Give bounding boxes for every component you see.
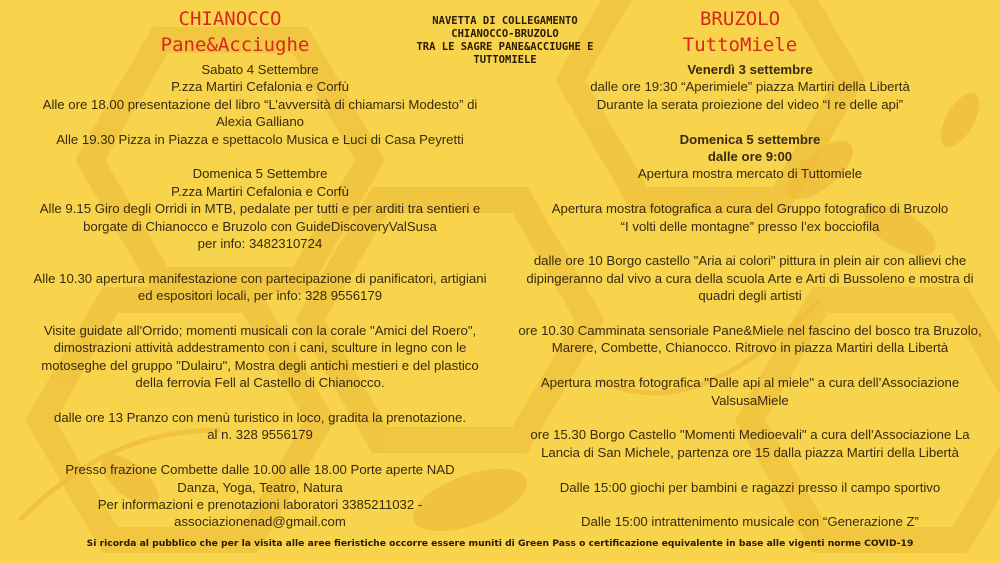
right-program-line: ore 15.30 Borgo Castello "Momenti Medioevali" a cura dell'Associazione La	[530, 427, 970, 443]
right-program-line: Apertura mostra mercato di Tuttomiele	[637, 166, 863, 182]
left-program-line: associazionenad@gmail.com	[174, 514, 346, 530]
right-program-line: “I volti delle montagne” presso l’ex bocciofila	[620, 218, 880, 234]
left-program-line: motoseghe del gruppo "Dulairu", Mostra degli antichi mestieri e del plastico	[41, 357, 479, 373]
right-program-line	[500, 409, 1000, 426]
right-program-line: Dalle 15:00 giochi per bambini e ragazzi presso il campo sportivo	[559, 479, 941, 495]
right-program-line: Dalle 15:00 intrattenimento musicale con “Generazione Z”	[581, 514, 919, 530]
right-program-line: dalle ore 10 Borgo castello "Aria ai colori" pittura in plein air con allievi che	[533, 253, 967, 269]
left-program-line: Domenica 5 Settembre	[192, 166, 328, 182]
covid-notice: Si ricorda al pubblico che per la visita alle aree fieristiche occorre essere muniti di Green Pass o certificazione equivalente in base alle vigenti norme COVID-19	[86, 538, 914, 549]
left-program-line: Per informazioni e prenotazioni laboratori 3385211032 -	[97, 497, 423, 513]
right-program-line: dalle ore 19:30 “Aperimiele” piazza Martiri della Libertà	[590, 79, 910, 95]
chianocco-program	[0, 61, 520, 531]
right-program-line: ValsusaMiele	[711, 392, 789, 408]
right-program-line: quadri degli artisti	[698, 288, 802, 304]
left-program-line: Presso frazione Combette dalle 10.00 alle 18.00 Porte aperte NAD	[65, 462, 455, 478]
left-program-line	[0, 392, 520, 409]
right-program-line	[500, 496, 1000, 513]
left-title: CHIANOCCO	[178, 8, 282, 30]
left-program-line: Visite guidate all'Orrido; momenti musicali con la corale "Amici del Roero",	[43, 323, 477, 339]
right-program-line	[500, 183, 1000, 200]
left-program-line: Alle 10.30 apertura manifestazione con partecipazione di panificatori, artigiani	[33, 270, 487, 286]
left-program-line	[0, 444, 520, 461]
bruzolo-program	[500, 61, 1000, 531]
left-program-line: P.zza Martiri Cefalonia e Corfù	[171, 79, 349, 95]
left-program-line: per info: 3482310724	[197, 236, 323, 252]
left-program-line: P.zza Martiri Cefalonia e Corfù	[171, 183, 349, 199]
right-program-line: Lancia di San Michele, partenza ore 15 dalla piazza Martiri della Libertà	[541, 444, 959, 460]
right-program-line: ore 10.30 Camminata sensoriale Pane&Miele nel fascino del bosco tra Bruzolo,	[518, 323, 982, 339]
shuttle-line-1: NAVETTA DI COLLEGAMENTO	[432, 15, 578, 27]
left-program-line: dalle ore 13 Pranzo con menù turistico in loco, gradita la prenotazione.	[54, 410, 466, 426]
right-program-line: dalle ore 9:00	[707, 149, 793, 165]
right-title: BRUZOLO	[699, 8, 781, 30]
left-program-line: Danza, Yoga, Teatro, Natura	[177, 479, 343, 495]
shuttle-line-3: TRA LE SAGRE PANE&ACCIUGHE E	[416, 41, 594, 53]
right-program-line: Durante la serata proiezione del video “I re delle api”	[596, 96, 904, 112]
shuttle-line-2: CHIANOCCO-BRUZOLO	[451, 28, 559, 40]
right-program-line	[500, 461, 1000, 478]
left-program-line: Alexia Galliano	[216, 114, 304, 130]
right-program-line: Apertura mostra fotografica a cura del Gruppo fotografico di Bruzolo	[551, 201, 949, 217]
left-program-line: borgate di Chianocco e Bruzolo con GuideDiscoveryValSusa	[83, 218, 437, 234]
left-program-line	[0, 305, 520, 322]
left-subtitle: Pane&Acciughe	[160, 34, 310, 56]
right-program-line	[500, 235, 1000, 252]
right-program-line: dipingeranno dal vivo a cura della scuola Arte e Arti di Bussoleno e mostra di	[526, 270, 974, 286]
left-program-line: Alle 19.30 Pizza in Piazza e spettacolo Musica e Luci di Casa Peyretti	[56, 131, 464, 147]
left-program-line: ed espositori locali, per info: 328 9556179	[137, 288, 383, 304]
right-program-line	[500, 305, 1000, 322]
right-program-line: Marere, Combette, Chianocco. Ritrovo in piazza Martiri della Libertà	[551, 340, 949, 356]
left-program-line	[0, 148, 520, 165]
right-program-line: Domenica 5 settembre	[679, 131, 821, 147]
right-program-line	[500, 357, 1000, 374]
right-program-line	[500, 113, 1000, 130]
right-program-line: Venerdì 3 settembre	[687, 62, 813, 77]
shuttle-notice	[360, 15, 650, 67]
left-program-line: dimostrazioni attività addestramento con i cani, sculture in legno con le	[53, 340, 467, 356]
right-subtitle: TuttoMiele	[682, 34, 798, 56]
left-program-line: Alle ore 18.00 presentazione del libro “L’avversità di chiamarsi Modesto” di	[42, 96, 478, 112]
left-program-line: Sabato 4 Settembre	[201, 62, 319, 77]
shuttle-line-4: TUTTOMIELE	[473, 54, 537, 66]
left-program-line	[0, 252, 520, 269]
left-program-line: della ferrovia Fell al Castello di Chianocco.	[135, 375, 385, 391]
left-program-line: al n. 328 9556179	[207, 427, 313, 443]
right-program-line: Apertura mostra fotografica "Dalle api al miele" a cura dell’Associazione	[540, 375, 960, 391]
left-program-line: Alle 9.15 Giro degli Orridi in MTB, pedalate per tutti e per arditi tra sentieri e	[39, 201, 481, 217]
